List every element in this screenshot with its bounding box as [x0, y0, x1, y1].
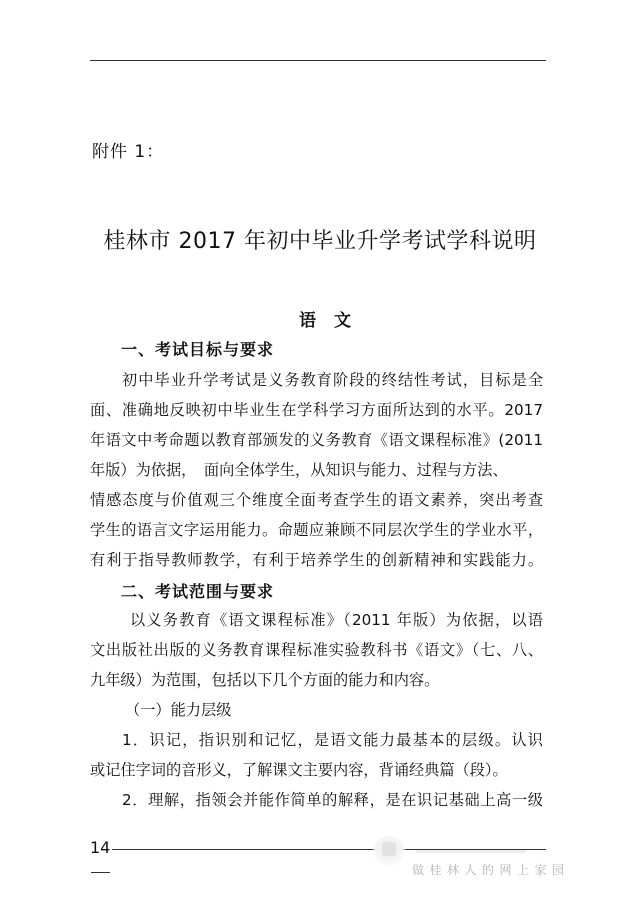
paragraph-line: 2．理解，指领会并能作简单的解释，是在识记基础上高一级	[122, 791, 543, 809]
paragraph-line: 面、准确地反映初中毕业生在学科学习方面所达到的水平。2017	[90, 401, 543, 419]
paragraph-line: 九年级）为范围，包括以下几个方面的能力和内容。	[90, 671, 440, 689]
paragraph-line: 1．识记，指识别和记忆，是语文能力最基本的层级。认识	[122, 731, 543, 749]
paragraph-line: 学生的语言文字运用能力。命题应兼顾不同层次学生的学业水平，	[90, 521, 543, 539]
paragraph-line: 以义务教育《语文课程标准》（2011 年版）为依据，以语	[130, 611, 543, 629]
watermark-text: 做桂林人的网上家园	[412, 863, 570, 877]
document-title: 桂林市 2017 年初中毕业升学考试学科说明	[103, 229, 537, 254]
paragraph-line: 有利于指导教师教学，有利于培养学生的创新精神和实践能力。	[90, 551, 543, 569]
subsection-heading: （一）能力层级	[125, 701, 232, 719]
paragraph-line: 或记住字词的音形义，了解课文主要内容，背诵经典篇（段）。	[90, 761, 508, 779]
section-heading-2: 二、考试范围与要求	[121, 582, 275, 601]
page-number-underline	[91, 872, 110, 873]
watermark-bar	[416, 850, 526, 853]
paragraph-line: 情感态度与价值观三个维度全面考查学生的语文素养，突出考查	[90, 491, 543, 509]
paragraph-line: 年版）为依据， 面向全体学生，从知识与能力、过程与方法、	[90, 461, 508, 479]
paragraph-line: 文出版社出版的义务教育课程标准实验教科书《语文》（七、八、	[90, 641, 543, 659]
paragraph-line: 年语文中考命题以教育部颁发的义务教育《语文课程标准》(2011	[90, 431, 543, 449]
page-number: 14	[90, 838, 111, 857]
watermark-glyph-icon	[382, 842, 396, 856]
paragraph-line: 初中毕业升学考试是义务教育阶段的终结性考试，目标是全	[122, 371, 543, 389]
watermark	[372, 828, 592, 892]
header-rule	[90, 60, 546, 61]
watermark-logo-icon	[372, 836, 406, 866]
section-heading-1: 一、考试目标与要求	[121, 340, 275, 359]
subject-heading: 语 文	[299, 311, 357, 331]
attachment-label: 附件 1：	[92, 142, 165, 162]
